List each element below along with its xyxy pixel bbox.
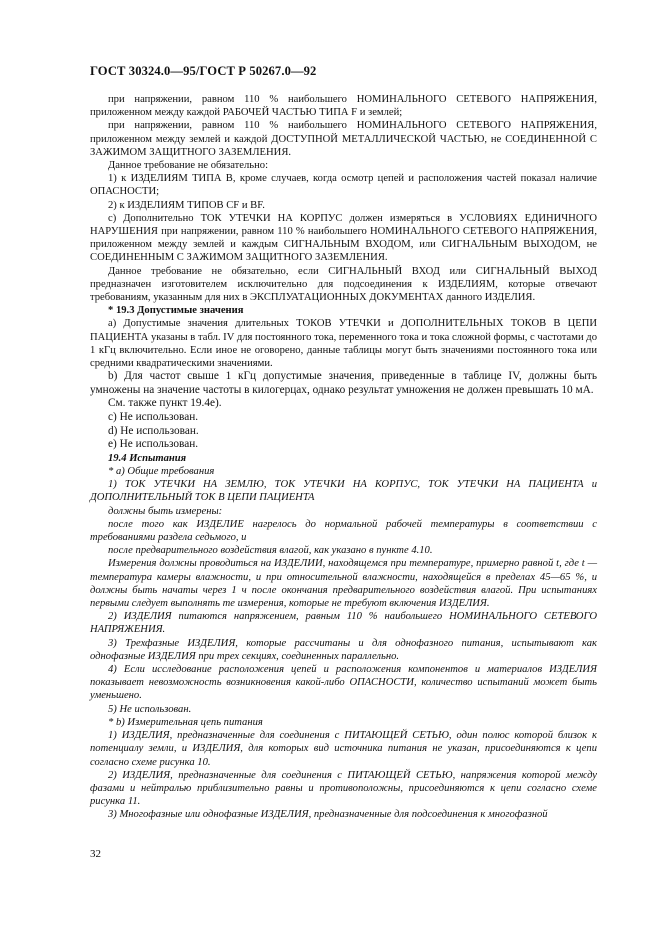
page-number: 32	[90, 848, 101, 860]
paragraph: d) Не использован.	[108, 424, 199, 437]
page-header: ГОСТ 30324.0—95/ГОСТ Р 50267.0—92	[90, 64, 317, 78]
paragraph: после того как ИЗДЕЛИЕ нагрелось до нормальной рабочей температуры в соответствии с требованиями раздела седьмого, и	[90, 518, 597, 544]
paragraph: * а) Общие требования	[108, 466, 215, 478]
paragraph: 3) Трехфазные ИЗДЕЛИЯ, которые рассчитаны и для однофазного питания, испытывают как однофазные ИЗДЕЛИЯ при трех секциях, соединенных параллельно.	[90, 637, 597, 662]
paragraph: Измерения должны проводиться на ИЗДЕЛИИ, находящемся при температуре, примерно равной t, где t — температура камеры влажности, и при относительной влажности, находящейся в пределах 45—65 %, и должны быть начаты через 1 ч после окончания предварительного воздействия влагой. При испытаниях первыми следует выполнять те измерения, которые не требуют включения ИЗДЕЛИЯ.	[90, 558, 597, 610]
document-body	[90, 93, 597, 822]
paragraph: 1) ТОК УТЕЧКИ НА ЗЕМЛЮ, ТОК УТЕЧКИ НА КОРПУС, ТОК УТЕЧКИ НА ПАЦИЕНТА и ДОПОЛНИТЕЛЬНЫЙ ТОК В ЦЕПИ ПАЦИЕНТА	[90, 479, 597, 504]
paragraph: е) Не использован.	[108, 438, 199, 451]
paragraph: b) Для частот свыше 1 кГц допустимые значения, приведенные в таблице IV, должны быть умножены на значение частоты в килогерцах, однако результат умножения не должен превышать 10 мА.	[90, 370, 597, 396]
paragraph: 5) Не использован.	[108, 703, 192, 715]
paragraph: с) Дополнительно ТОК УТЕЧКИ НА КОРПУС должен измеряться в УСЛОВИЯХ ЕДИНИЧНОГО НАРУШЕНИЯ при напряжении, равном 110 % наибольшего НОМИНАЛЬНОГО СЕТЕВОГО НАПРЯЖЕНИЯ, приложенном между землей и каждым СИГНАЛЬНЫМ ВХОДОМ, или СИГНАЛЬНЫМ ВЫХОДОМ, не СОЕДИНЕННЫМ С ЗАЖИМОМ ЗАЩИТНОГО ЗАЗЕМЛЕНИЯ.	[90, 212, 597, 264]
paragraph: * b) Измерительная цепь питания	[108, 716, 263, 728]
paragraph: после предварительного воздействия влагой, как указано в пункте 4.10.	[108, 545, 433, 557]
paragraph: при напряжении, равном 110 % наибольшего НОМИНАЛЬНОГО СЕТЕВОГО НАПРЯЖЕНИЯ, приложенном между каждой РАБОЧЕЙ ЧАСТЬЮ ТИПА F и землей;	[90, 94, 597, 119]
paragraph: а) Допустимые значения длительных ТОКОВ УТЕЧКИ и ДОПОЛНИТЕЛЬНЫХ ТОКОВ В ЦЕПИ ПАЦИЕНТА указаны в табл. IV для постоянного тока, переменного тока и тока сложной формы, с частотами до 1 кГц включительно. Если иное не оговорено, данные таблицы могут быть значениями постоянного тока или средними квадратическими значениями.	[90, 318, 597, 370]
paragraph: 2) ИЗДЕЛИЯ, предназначенные для соединения с ПИТАЮЩЕЙ СЕТЬЮ, напряжения которой между фазами и нейтралью приблизительно равны и противоположны, присоединяются к цепи согласно схеме рисунка 11.	[90, 769, 597, 808]
section-heading: * 19.3 Допустимые значения	[108, 305, 244, 317]
paragraph: при напряжении, равном 110 % наибольшего НОМИНАЛЬНОГО СЕТЕВОГО НАПРЯЖЕНИЯ, приложенном между землей и каждой ДОСТУПНОЙ МЕТАЛЛИЧЕСКОЙ ЧАСТЬЮ, не СОЕДИНЕННОЙ С ЗАЖИМОМ ЗАЩИТНОГО ЗАЗЕМЛЕНИЯ.	[90, 120, 597, 158]
paragraph: Данное требование не обязательно, если СИГНАЛЬНЫЙ ВХОД или СИГНАЛЬНЫЙ ВЫХОД предназначен изготовителем исключительно для подсоединения к ИЗДЕЛИЯМ, которые отвечают требованиям, указанным для них в ЭКСПЛУАТАЦИОННЫХ ДОКУМЕНТАХ данного ИЗДЕЛИЯ.	[90, 265, 597, 304]
paragraph: с) Не использован.	[108, 411, 199, 424]
paragraph: См. также пункт 19.4е).	[108, 397, 222, 410]
paragraph: 1) к ИЗДЕЛИЯМ ТИПА B, кроме случаев, когда осмотр цепей и расположения частей показал наличие ОПАСНОСТИ;	[90, 173, 597, 198]
paragraph: Данное требование не обязательно:	[108, 160, 269, 172]
paragraph: 2) к ИЗДЕЛИЯМ ТИПОВ CF и BF.	[108, 199, 265, 211]
paragraph: 1) ИЗДЕЛИЯ, предназначенные для соединения с ПИТАЮЩЕЙ СЕТЬЮ, один полюс которой близок к потенциалу земли, и ИЗДЕЛИЯ, для которых вид источника питания не указан, присоединяются к цепи согласно схеме рисунка 10.	[90, 730, 597, 768]
section-heading: 19.4 Испытания	[108, 452, 187, 464]
paragraph: 3) Многофазные или однофазные ИЗДЕЛИЯ, предназначенные для подсоединения к многофазной	[108, 809, 548, 821]
paragraph: 2) ИЗДЕЛИЯ питаются напряжением, равным 110 % наибольшего НОМИНАЛЬНОГО СЕТЕВОГО НАПРЯЖЕНИЯ.	[90, 611, 597, 636]
paragraph: 4) Если исследование расположения цепей и расположения компонентов и материалов ИЗДЕЛИЯ показывает невозможность возникновения какой-либо ОПАСНОСТИ, количество испытаний может быть уменьшено.	[90, 664, 597, 702]
paragraph: должны быть измерены:	[108, 505, 223, 517]
